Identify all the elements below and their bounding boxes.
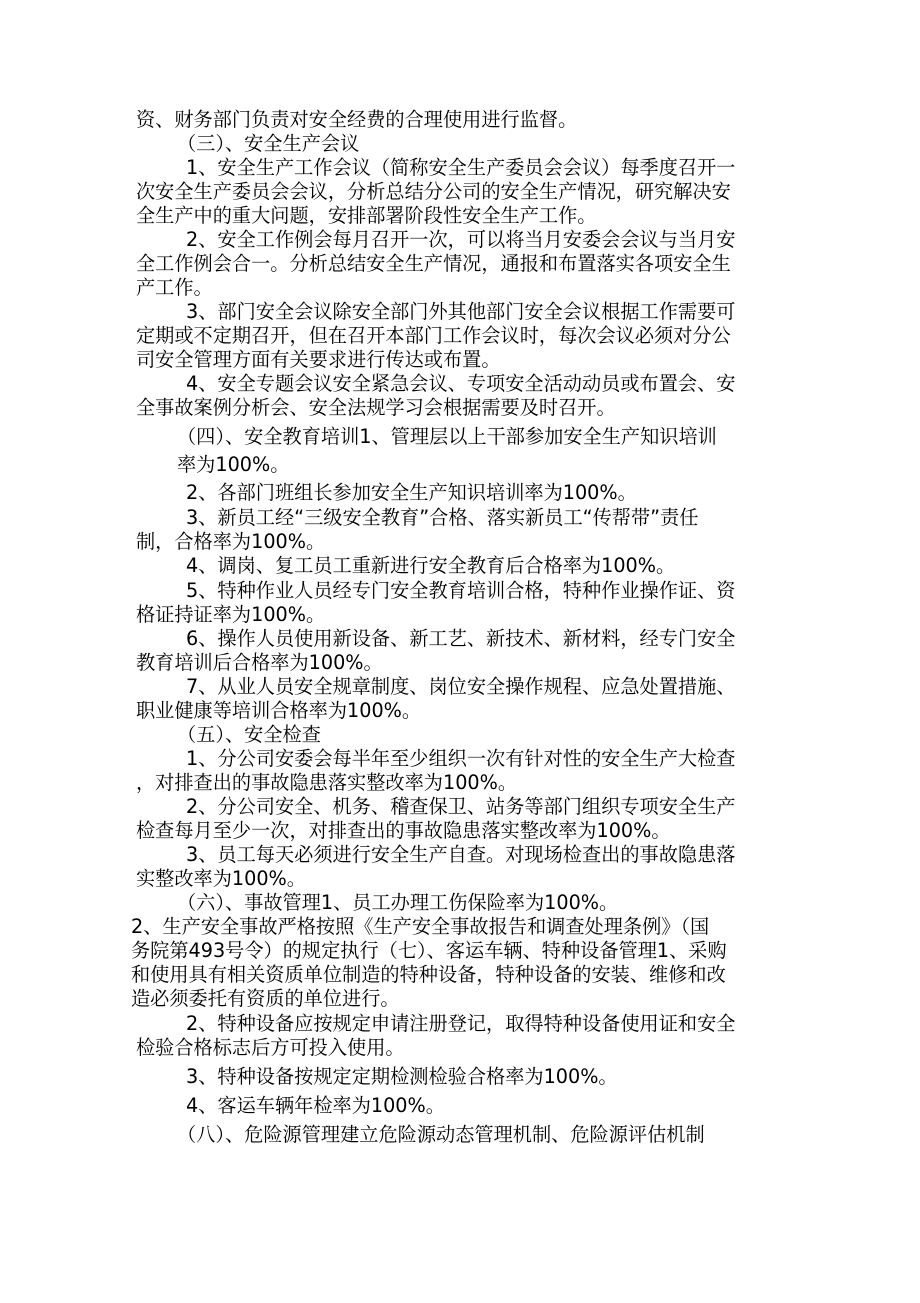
text-line: 2、特种设备应按规定申请注册登记，取得特种设备使用证和安全 [186,1012,736,1035]
section-heading: （四）、安全教育培训1、管理层以上干部参加安全生产知识培训 [177,425,717,448]
text-line: 全事故案例分析会、安全法规学习会根据需要及时召开。 [136,396,616,419]
text-line: 次安全生产委员会会议，分析总结分公司的安全生产情况，研究解决安 [136,180,731,203]
text-line: 1、安全生产工作会议（简称安全生产委员会会议）每季度召开一 [186,156,736,179]
text-line: 资、财务部门负责对安全经费的合理使用进行监督。 [136,108,578,131]
text-line: 务院第493号令）的规定执行（七）、客运车辆、特种设备管理1、采购 [131,939,727,962]
text-line: 职业健康等培训合格率为100%。 [136,699,422,722]
text-line: 2、安全工作例会每月召开一次，可以将当月安委会会议与当月安 [186,228,736,251]
text-line: 3、特种设备按规定定期检测检验合格率为100%。 [186,1065,618,1088]
text-line: 4、客运车辆年检率为100%。 [186,1094,445,1117]
text-line: 检验合格标志后方可投入使用。 [136,1036,405,1059]
text-line: 制，合格率为100%。 [136,530,326,553]
text-line: 3、新员工经“三级安全教育”合格、落实新员工“传帮带”责任 [186,506,699,529]
text-line: 率为100%。 [177,453,290,476]
text-line: 6、操作人员使用新设备、新工艺、新技术、新材料，经专门安全 [186,627,736,650]
text-line: 教育培训后合格率为100%。 [136,651,383,674]
text-line: 4、安全专题会议安全紧急会议、专项安全活动动员或布置会、安 [186,372,736,395]
text-line: 3、部门安全会议除安全部门外其他部门安全会议根据工作需要可 [186,300,736,323]
text-line: 和使用具有相关资质单位制造的特种设备，特种设备的安装、维修和改 [131,963,726,986]
text-line: 造必须委托有资质的单位进行。 [131,987,400,1010]
text-line: 2、生产安全事故严格按照《生产安全事故报告和调查处理条例》（国 [131,915,710,938]
text-line: 2、分公司安全、机务、稽查保卫、站务等部门组织专项安全生产 [186,795,736,818]
text-line: 产工作。 [136,276,213,299]
text-line: 全生产中的重大问题，安排部署阶段性安全生产工作。 [136,204,597,227]
text-line: 格证持证率为100%。 [136,603,326,626]
text-line: 4、调岗、复工员工重新进行安全教育后合格率为100%。 [186,554,676,577]
text-line: 司安全管理方面有关要求进行传达或布置。 [136,348,501,371]
text-line: 2、各部门班组长参加安全生产知识培训率为100%。 [186,481,637,504]
text-line: 实整改率为100%。 [136,867,306,890]
text-line: 全工作例会合一。分析总结安全生产情况，通报和布置落实各项安全生 [136,252,731,275]
text-line: 7、从业人员安全规章制度、岗位安全操作规程、应急处置措施、 [186,675,736,698]
text-line: 检查每月至少一次，对排查出的事故隐患落实整改率为100%。 [136,819,671,842]
section-heading: （三）、安全生产会议 [177,132,360,155]
text-line: 3、员工每天必须进行安全生产自查。对现场检查出的事故隐患落 [186,843,736,866]
section-heading: （八）、危险源管理建立危险源动态管理机制、危险源评估机制 [177,1123,705,1146]
section-heading: （六）、事故管理1、员工办理工伤保险率为100%。 [177,891,619,914]
text-line: ，对排查出的事故隐患落实整改率为100%。 [136,771,518,794]
text-line: 5、特种作业人员经专门安全教育培训合格，特种作业操作证、资 [186,579,736,602]
text-line: 定期或不定期召开，但在召开本部门工作会议时，每次会议必须对分公 [136,324,731,347]
text-line: 1、分公司安委会每半年至少组织一次有针对性的安全生产大检查 [186,747,736,770]
section-heading: （五）、安全检查 [177,723,321,746]
